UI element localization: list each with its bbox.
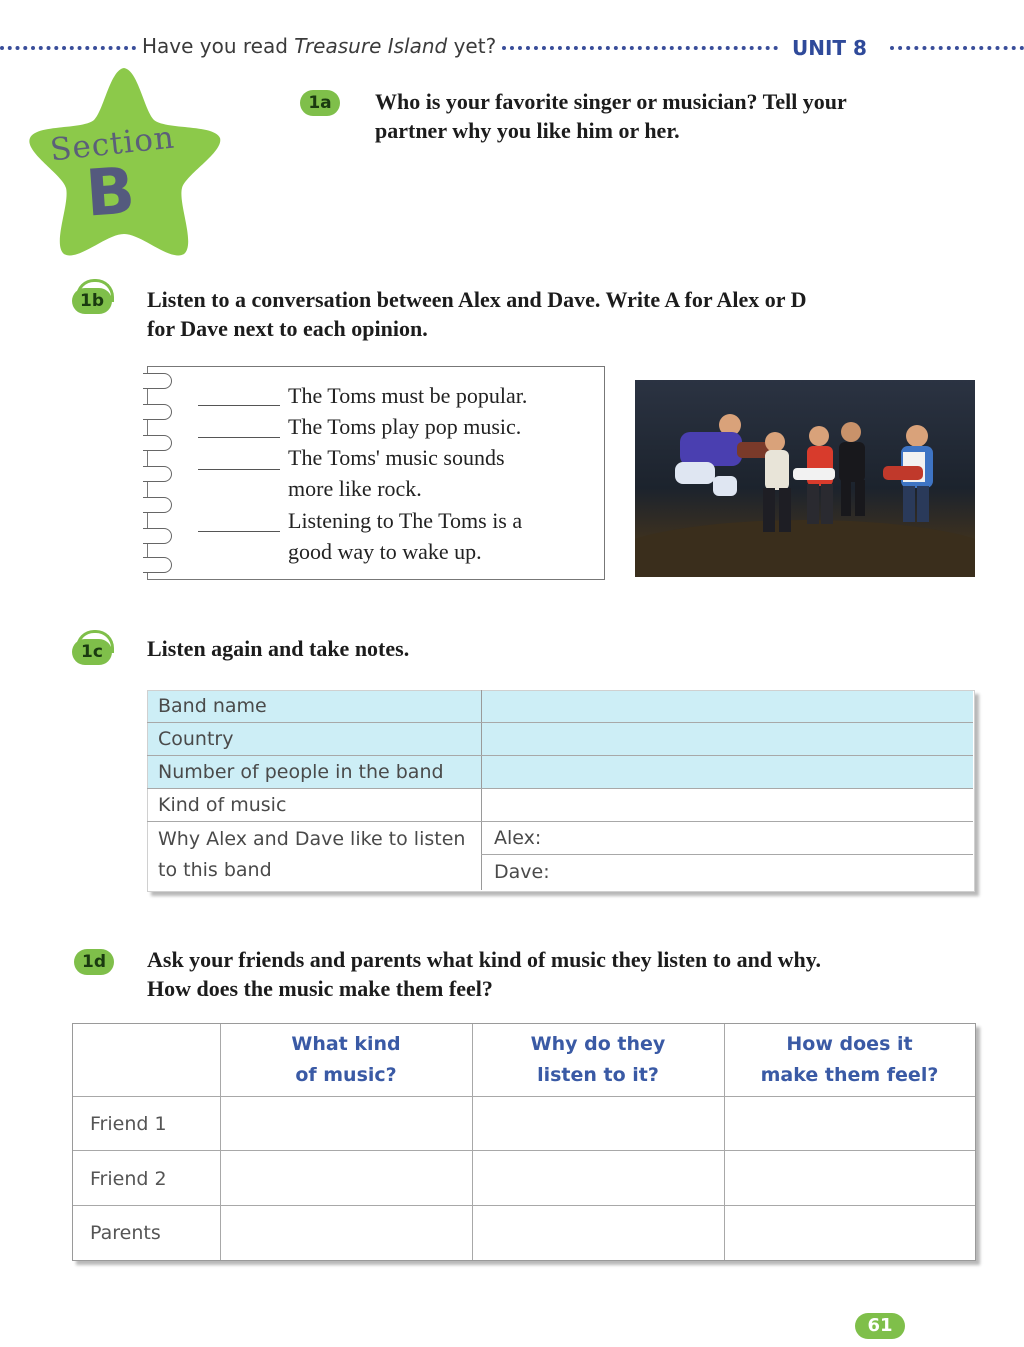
row-label-why-listen: Why Alex and Dave like to listen xyxy=(158,828,466,850)
opinion-line: good way to wake up. xyxy=(288,539,482,564)
notes-table-divider xyxy=(481,690,482,890)
header-kind-of-music: What kind of music? xyxy=(291,1033,401,1086)
answer-blank-4[interactable] xyxy=(198,531,280,532)
header-how-feel: How does it make them feel? xyxy=(760,1033,939,1086)
activity-1a-instruction: Who is your favorite singer or musician? Tell your partner why you like him or her. xyxy=(375,89,847,143)
musician-1 xyxy=(675,414,771,496)
notebook-ring-icon xyxy=(143,435,172,451)
opinion-line: more like rock. xyxy=(288,476,422,501)
opinion-notebook xyxy=(147,366,605,580)
musician-5 xyxy=(883,425,933,522)
row-divider xyxy=(73,1096,975,1097)
running-header-title: Have you read Treasure Island yet? xyxy=(142,34,497,58)
row-label-why-listen-cont: to this band xyxy=(158,859,272,881)
notebook-ring-icon xyxy=(143,528,172,544)
row-divider xyxy=(147,821,973,822)
unit-label: UNIT 8 xyxy=(792,36,867,60)
answer-blank-2[interactable] xyxy=(198,437,280,438)
answer-blank-1[interactable] xyxy=(198,405,280,406)
header-dots-left xyxy=(0,46,136,50)
notebook-ring-icon xyxy=(143,373,172,389)
row-divider xyxy=(481,854,973,855)
row-divider xyxy=(147,755,973,756)
opinion-line: The Toms must be popular. xyxy=(288,383,528,408)
band-photo xyxy=(635,380,975,577)
row-label-parents: Parents xyxy=(90,1222,161,1244)
opinion-line: The Toms' music sounds xyxy=(288,445,505,470)
activity-1c-badge: 1c xyxy=(72,639,112,665)
opinion-line: Listening to The Toms is a xyxy=(288,508,523,533)
survey-table xyxy=(72,1023,976,1261)
musician-3 xyxy=(793,426,835,524)
notebook-ring-icon xyxy=(143,557,172,573)
row-label-country: Country xyxy=(158,728,234,750)
activity-1b-badge: 1b xyxy=(72,288,112,314)
section-word: Section xyxy=(48,119,177,169)
notebook-ring-icon xyxy=(143,466,172,482)
page-number: 61 xyxy=(855,1313,905,1339)
musician-4 xyxy=(839,422,865,516)
activity-1a-badge: 1a xyxy=(300,90,340,116)
row-label-band-name: Band name xyxy=(158,695,267,717)
musician-2 xyxy=(763,432,791,532)
activity-1d-badge: 1d xyxy=(74,949,114,975)
row-label-band-size: Number of people in the band xyxy=(158,761,444,783)
answer-blank-3[interactable] xyxy=(198,469,280,470)
activity-1d-instruction: Ask your friends and parents what kind of music they listen to and why. How does the music make them feel? xyxy=(147,947,821,1001)
row-divider xyxy=(73,1205,975,1206)
opinion-line: The Toms play pop music. xyxy=(288,414,522,439)
row-label-friend-2: Friend 2 xyxy=(90,1168,167,1190)
row-divider xyxy=(73,1150,975,1151)
row-divider xyxy=(147,788,973,789)
header-dots-middle xyxy=(502,46,778,50)
activity-1c-instruction: Listen again and take notes. xyxy=(147,636,410,661)
activity-1b-instruction: Listen to a conversation between Alex and Dave. Write A for Alex or D for Dave next to each opinion. xyxy=(147,287,807,341)
section-letter: B xyxy=(83,154,138,232)
notebook-ring-icon xyxy=(143,497,172,513)
alex-notes-field[interactable]: Alex: xyxy=(494,827,542,849)
row-label-music-kind: Kind of music xyxy=(158,794,287,816)
header-why-listen: Why do they listen to it? xyxy=(530,1033,666,1086)
dave-notes-field[interactable]: Dave: xyxy=(494,861,550,883)
notebook-ring-icon xyxy=(143,404,172,420)
row-divider xyxy=(147,722,973,723)
header-dots-right xyxy=(890,46,1024,50)
row-label-friend-1: Friend 1 xyxy=(90,1113,167,1135)
